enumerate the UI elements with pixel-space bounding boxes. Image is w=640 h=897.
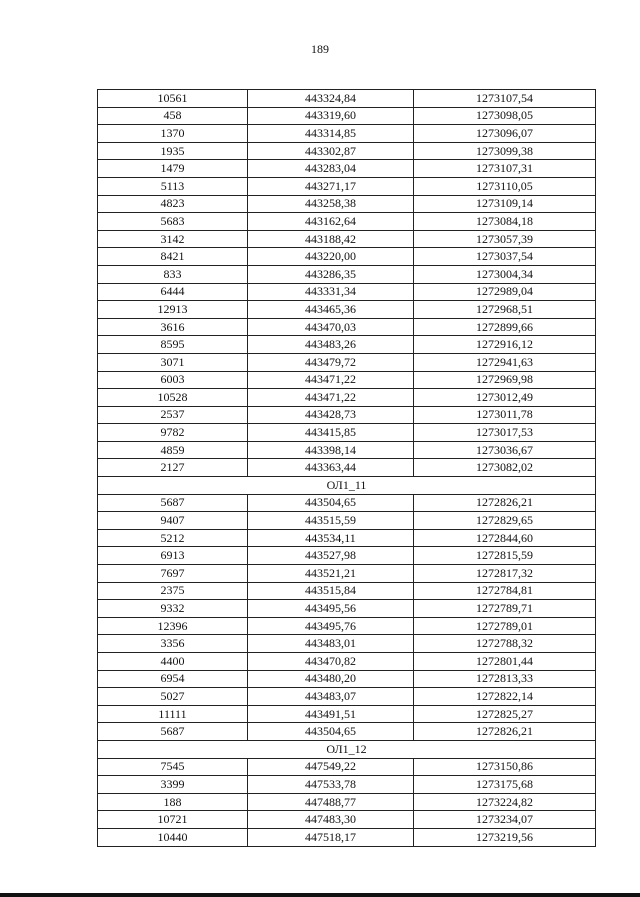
x-coordinate-cell: 443483,26: [248, 336, 414, 354]
y-coordinate-cell: 1272826,21: [414, 494, 596, 512]
table-row: [98, 547, 596, 565]
point-number-cell: 5027: [98, 688, 248, 706]
y-coordinate-cell: 1273004,34: [414, 265, 596, 283]
y-coordinate-cell: 1272844,60: [414, 529, 596, 547]
table-row: [98, 265, 596, 283]
x-coordinate-cell: 443521,21: [248, 565, 414, 583]
x-coordinate-cell: 443471,22: [248, 389, 414, 407]
y-coordinate-cell: 1273099,38: [414, 142, 596, 160]
point-number-cell: 1479: [98, 160, 248, 178]
table-row: [98, 107, 596, 125]
y-coordinate-cell: 1272801,44: [414, 653, 596, 671]
point-number-cell: 5687: [98, 723, 248, 741]
point-number-cell: 9332: [98, 600, 248, 618]
table-row: [98, 301, 596, 319]
table-row: [98, 142, 596, 160]
point-number-cell: 10561: [98, 90, 248, 108]
table-row: [98, 353, 596, 371]
x-coordinate-cell: 443302,87: [248, 142, 414, 160]
point-number-cell: 5683: [98, 213, 248, 231]
y-coordinate-cell: 1273057,39: [414, 230, 596, 248]
table-row: [98, 512, 596, 530]
table-row: [98, 758, 596, 776]
point-number-cell: 458: [98, 107, 248, 125]
table-row: [98, 459, 596, 477]
x-coordinate-cell: 443527,98: [248, 547, 414, 565]
y-coordinate-cell: 1272815,59: [414, 547, 596, 565]
x-coordinate-cell: 443470,03: [248, 318, 414, 336]
x-coordinate-cell: 443515,59: [248, 512, 414, 530]
table-row: [98, 441, 596, 459]
table-row: [98, 318, 596, 336]
y-coordinate-cell: 1272899,66: [414, 318, 596, 336]
x-coordinate-cell: 443188,42: [248, 230, 414, 248]
table-row: [98, 125, 596, 143]
y-coordinate-cell: 1273109,14: [414, 195, 596, 213]
y-coordinate-cell: 1273219,56: [414, 828, 596, 846]
table-row: [98, 617, 596, 635]
y-coordinate-cell: 1272969,98: [414, 371, 596, 389]
table-row: [98, 283, 596, 301]
table-row: [98, 688, 596, 706]
point-number-cell: 4823: [98, 195, 248, 213]
point-number-cell: 188: [98, 793, 248, 811]
x-coordinate-cell: 443162,64: [248, 213, 414, 231]
x-coordinate-cell: 443428,73: [248, 406, 414, 424]
table-row: [98, 670, 596, 688]
point-number-cell: 12396: [98, 617, 248, 635]
y-coordinate-cell: 1273012,49: [414, 389, 596, 407]
table-row: [98, 565, 596, 583]
x-coordinate-cell: 443324,84: [248, 90, 414, 108]
x-coordinate-cell: 443363,44: [248, 459, 414, 477]
point-number-cell: 9407: [98, 512, 248, 530]
point-number-cell: 9782: [98, 424, 248, 442]
x-coordinate-cell: 443479,72: [248, 353, 414, 371]
point-number-cell: 3356: [98, 635, 248, 653]
x-coordinate-cell: 447483,30: [248, 811, 414, 829]
table-row: [98, 494, 596, 512]
y-coordinate-cell: 1272829,65: [414, 512, 596, 530]
point-number-cell: 2375: [98, 582, 248, 600]
x-coordinate-cell: 443465,36: [248, 301, 414, 319]
y-coordinate-cell: 1273110,05: [414, 177, 596, 195]
table-row: [98, 389, 596, 407]
point-number-cell: 7545: [98, 758, 248, 776]
table-row: [98, 424, 596, 442]
point-number-cell: 2127: [98, 459, 248, 477]
y-coordinate-cell: 1272826,21: [414, 723, 596, 741]
x-coordinate-cell: 443220,00: [248, 248, 414, 266]
x-coordinate-cell: 447533,78: [248, 776, 414, 794]
x-coordinate-cell: 443415,85: [248, 424, 414, 442]
point-number-cell: 1935: [98, 142, 248, 160]
x-coordinate-cell: 443271,17: [248, 177, 414, 195]
table-row: [98, 213, 596, 231]
table-row: [98, 828, 596, 846]
x-coordinate-cell: 443504,65: [248, 723, 414, 741]
x-coordinate-cell: 447488,77: [248, 793, 414, 811]
point-number-cell: 3142: [98, 230, 248, 248]
point-number-cell: 8595: [98, 336, 248, 354]
point-number-cell: 4859: [98, 441, 248, 459]
coordinates-table: [97, 89, 596, 847]
x-coordinate-cell: 443314,85: [248, 125, 414, 143]
section-header-row: [98, 740, 596, 758]
point-number-cell: 2537: [98, 406, 248, 424]
x-coordinate-cell: 443504,65: [248, 494, 414, 512]
x-coordinate-cell: 443286,35: [248, 265, 414, 283]
y-coordinate-cell: 1272916,12: [414, 336, 596, 354]
table-row: [98, 195, 596, 213]
x-coordinate-cell: 443534,11: [248, 529, 414, 547]
table-row: [98, 723, 596, 741]
y-coordinate-cell: 1273017,53: [414, 424, 596, 442]
point-number-cell: 10440: [98, 828, 248, 846]
x-coordinate-cell: 443471,22: [248, 371, 414, 389]
x-coordinate-cell: 447549,22: [248, 758, 414, 776]
point-number-cell: 11111: [98, 705, 248, 723]
x-coordinate-cell: 443398,14: [248, 441, 414, 459]
scan-bottom-edge: [0, 893, 640, 897]
y-coordinate-cell: 1273107,54: [414, 90, 596, 108]
point-number-cell: 6444: [98, 283, 248, 301]
y-coordinate-cell: 1273082,02: [414, 459, 596, 477]
table-row: [98, 705, 596, 723]
point-number-cell: 833: [98, 265, 248, 283]
y-coordinate-cell: 1272941,63: [414, 353, 596, 371]
point-number-cell: 1370: [98, 125, 248, 143]
y-coordinate-cell: 1273098,05: [414, 107, 596, 125]
y-coordinate-cell: 1272813,33: [414, 670, 596, 688]
table-row: [98, 160, 596, 178]
table-row: [98, 600, 596, 618]
section-title: ОЛ1_12: [98, 740, 596, 758]
y-coordinate-cell: 1272968,51: [414, 301, 596, 319]
point-number-cell: 7697: [98, 565, 248, 583]
point-number-cell: 6954: [98, 670, 248, 688]
table-row: [98, 371, 596, 389]
table-row: [98, 635, 596, 653]
table-row: [98, 776, 596, 794]
x-coordinate-cell: 443258,38: [248, 195, 414, 213]
x-coordinate-cell: 443483,07: [248, 688, 414, 706]
y-coordinate-cell: 1272989,04: [414, 283, 596, 301]
table-row: [98, 653, 596, 671]
point-number-cell: 3399: [98, 776, 248, 794]
x-coordinate-cell: 443483,01: [248, 635, 414, 653]
y-coordinate-cell: 1273224,82: [414, 793, 596, 811]
point-number-cell: 8421: [98, 248, 248, 266]
point-number-cell: 12913: [98, 301, 248, 319]
y-coordinate-cell: 1273234,07: [414, 811, 596, 829]
point-number-cell: 3071: [98, 353, 248, 371]
point-number-cell: 3616: [98, 318, 248, 336]
point-number-cell: 6913: [98, 547, 248, 565]
y-coordinate-cell: 1272789,71: [414, 600, 596, 618]
point-number-cell: 5687: [98, 494, 248, 512]
y-coordinate-cell: 1273011,78: [414, 406, 596, 424]
x-coordinate-cell: 443319,60: [248, 107, 414, 125]
y-coordinate-cell: 1273084,18: [414, 213, 596, 231]
x-coordinate-cell: 443470,82: [248, 653, 414, 671]
x-coordinate-cell: 443495,56: [248, 600, 414, 618]
table-row: [98, 90, 596, 108]
point-number-cell: 10721: [98, 811, 248, 829]
y-coordinate-cell: 1272817,32: [414, 565, 596, 583]
table-row: [98, 529, 596, 547]
y-coordinate-cell: 1272784,81: [414, 582, 596, 600]
table-row: [98, 336, 596, 354]
point-number-cell: 5212: [98, 529, 248, 547]
y-coordinate-cell: 1273036,67: [414, 441, 596, 459]
x-coordinate-cell: 443515,84: [248, 582, 414, 600]
x-coordinate-cell: 443491,51: [248, 705, 414, 723]
page-number: 189: [311, 42, 329, 56]
table-row: [98, 811, 596, 829]
y-coordinate-cell: 1273096,07: [414, 125, 596, 143]
y-coordinate-cell: 1272788,32: [414, 635, 596, 653]
y-coordinate-cell: 1272825,27: [414, 705, 596, 723]
y-coordinate-cell: 1273175,68: [414, 776, 596, 794]
point-number-cell: 4400: [98, 653, 248, 671]
x-coordinate-cell: 443495,76: [248, 617, 414, 635]
table-row: [98, 248, 596, 266]
y-coordinate-cell: 1272789,01: [414, 617, 596, 635]
x-coordinate-cell: 443283,04: [248, 160, 414, 178]
table-row: [98, 406, 596, 424]
table-row: [98, 230, 596, 248]
y-coordinate-cell: 1273107,31: [414, 160, 596, 178]
point-number-cell: 10528: [98, 389, 248, 407]
x-coordinate-cell: 447518,17: [248, 828, 414, 846]
section-title: ОЛ1_11: [98, 477, 596, 495]
y-coordinate-cell: 1272822,14: [414, 688, 596, 706]
table-row: [98, 582, 596, 600]
coordinates-table-body: [98, 90, 596, 847]
y-coordinate-cell: 1273150,86: [414, 758, 596, 776]
x-coordinate-cell: 443331,34: [248, 283, 414, 301]
point-number-cell: 5113: [98, 177, 248, 195]
table-row: [98, 177, 596, 195]
table-row: [98, 793, 596, 811]
point-number-cell: 6003: [98, 371, 248, 389]
x-coordinate-cell: 443480,20: [248, 670, 414, 688]
y-coordinate-cell: 1273037,54: [414, 248, 596, 266]
section-header-row: [98, 477, 596, 495]
